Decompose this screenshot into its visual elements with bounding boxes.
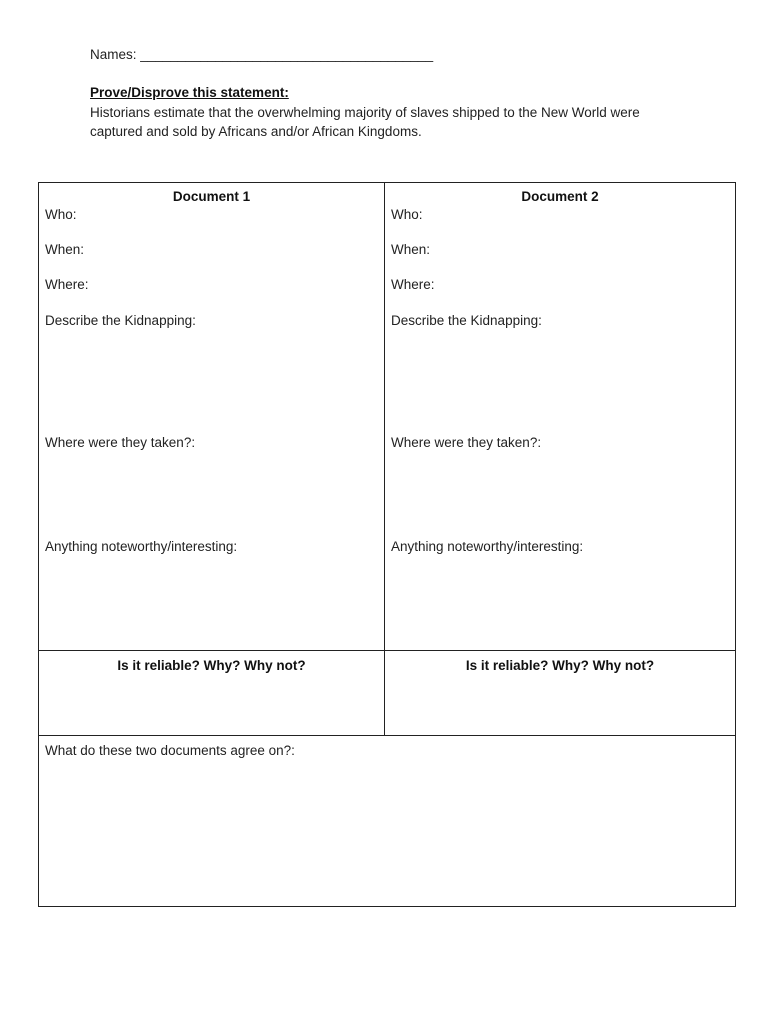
statement-line-2: captured and sold by Africans and/or African Kingdoms. [90, 124, 422, 139]
prompt-heading: Prove/Disprove this statement: [90, 85, 289, 100]
document-1-where-label: Where: [45, 277, 89, 292]
document-2-cell [385, 183, 735, 651]
document-1-who-label: Who: [45, 207, 77, 222]
document-1-title: Document 1 [172, 189, 251, 204]
document-1-describe-label: Describe the Kidnapping: [45, 313, 196, 328]
document-1-when-label: When: [45, 242, 85, 257]
statement-line-1: Historians estimate that the overwhelming majority of slaves shipped to the New World were [90, 105, 640, 120]
document-1-reliability-cell [39, 651, 385, 736]
document-2-noteworthy-label: Anything noteworthy/interesting: [391, 539, 584, 554]
document-2-taken-label: Where were they taken?: [391, 435, 542, 450]
document-1-noteworthy-label: Anything noteworthy/interesting: [45, 539, 238, 554]
document-1-taken-label: Where were they taken?: [45, 435, 196, 450]
document-2-where-label: Where: [391, 277, 435, 292]
names-field: Names: _______________________________________ [90, 47, 434, 62]
agreement-prompt: What do these two documents agree on?: [45, 743, 295, 758]
document-2-describe-label: Describe the Kidnapping: [391, 313, 542, 328]
document-2-reliability-cell [385, 651, 735, 736]
worksheet-table [38, 182, 736, 907]
document-2-who-label: Who: [391, 207, 423, 222]
document-1-cell [39, 183, 385, 651]
document-2-when-label: When: [391, 242, 431, 257]
document-2-title: Document 2 [521, 189, 599, 204]
agreement-cell [39, 736, 735, 906]
document-2-reliability-heading: Is it reliable? Why? Why not? [465, 658, 655, 673]
document-1-reliability-heading: Is it reliable? Why? Why not? [117, 658, 306, 673]
